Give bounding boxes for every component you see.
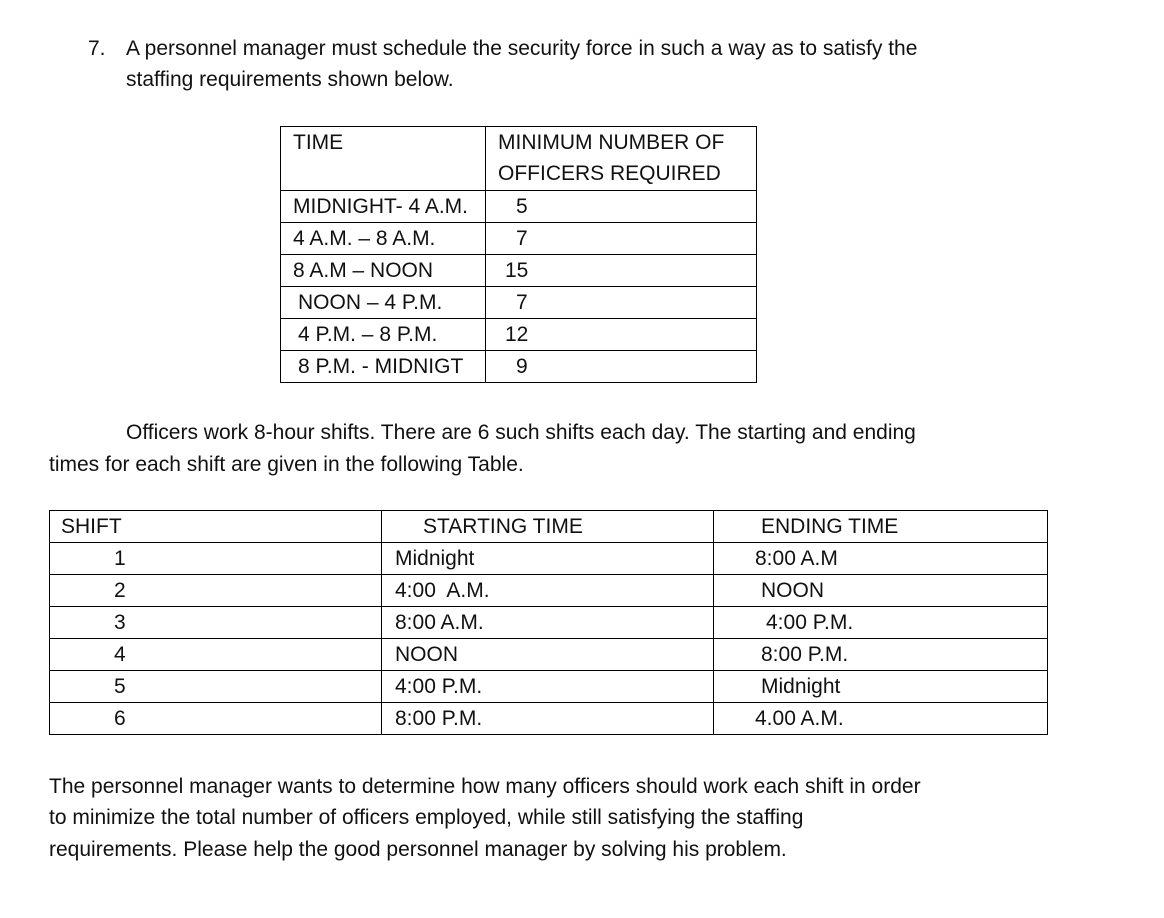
shift-start: 4:00 P.M. (395, 675, 483, 698)
time-period: 8 A.M – NOON (293, 259, 434, 282)
question-intro-line2: staffing requirements shown below. (126, 68, 454, 91)
shift-end: 4:00 P.M. (766, 611, 854, 634)
time-period: MIDNIGHT- 4 A.M. (293, 195, 469, 218)
middle-paragraph-line2: times for each shift are given in the following Table. (49, 453, 524, 476)
shift-end: NOON (761, 579, 824, 602)
table-row (50, 543, 1048, 575)
table-row (281, 223, 757, 255)
header-starting-time: STARTING TIME (423, 515, 583, 538)
shift-end: 4.00 A.M. (755, 707, 844, 730)
time-period: 8 P.M. - MIDNIGT (298, 355, 464, 378)
time-period: NOON – 4 P.M. (298, 291, 443, 314)
table-row (50, 703, 1048, 735)
shift-end: 8:00 A.M (755, 547, 838, 570)
shift-start: Midnight (395, 547, 475, 570)
shift-start: 8:00 A.M. (395, 611, 484, 634)
table-row (50, 575, 1048, 607)
header-officers-line2: OFFICERS REQUIRED (498, 162, 721, 185)
shift-start: NOON (395, 643, 458, 666)
time-period: 4 P.M. – 8 P.M. (298, 323, 438, 346)
shift-number: 5 (114, 675, 126, 698)
question-number: 7. (88, 37, 106, 60)
requirements-header-row (281, 127, 757, 191)
shift-start: 8:00 P.M. (395, 707, 483, 730)
shift-start: 4:00 A.M. (395, 579, 490, 602)
table-row (281, 255, 757, 287)
closing-paragraph-line2: to minimize the total number of officers employed, while still satisfying the staffing (49, 806, 804, 829)
header-officers-line1: MINIMUM NUMBER OF (498, 131, 725, 154)
shift-number: 3 (114, 611, 126, 634)
officers-required: 15 (505, 259, 529, 282)
header-ending-time: ENDING TIME (761, 515, 899, 538)
officers-required: 9 (516, 355, 528, 378)
time-period: 4 A.M. – 8 A.M. (293, 227, 436, 250)
officers-required: 12 (505, 323, 529, 346)
header-time: TIME (293, 131, 344, 154)
header-officers-cell (486, 127, 757, 191)
shift-number: 6 (114, 707, 126, 730)
header-shift: SHIFT (61, 515, 122, 538)
table-row (50, 671, 1048, 703)
question-intro-line1: A personnel manager must schedule the security force in such a way as to satisfy the (126, 37, 918, 60)
middle-paragraph-line1: Officers work 8-hour shifts. There are 6 such shifts each day. The starting and ending (126, 421, 916, 444)
table-row (281, 351, 757, 383)
shift-end: 8:00 P.M. (761, 643, 849, 666)
shift-end: Midnight (761, 675, 841, 698)
closing-paragraph-line1: The personnel manager wants to determine how many officers should work each shift in order (49, 775, 921, 798)
requirements-table (280, 126, 757, 383)
shift-number: 1 (114, 547, 126, 570)
closing-paragraph-line3: requirements. Please help the good personnel manager by solving his problem. (49, 838, 787, 861)
shifts-table (49, 510, 1048, 735)
table-row (281, 319, 757, 351)
table-row (50, 639, 1048, 671)
officers-required: 5 (516, 195, 528, 218)
shifts-header-row (50, 511, 1048, 543)
header-time-cell (281, 127, 486, 191)
shift-number: 2 (114, 579, 126, 602)
officers-required: 7 (516, 291, 528, 314)
officers-required: 7 (516, 227, 528, 250)
table-row (50, 607, 1048, 639)
table-row (281, 191, 757, 223)
table-row (281, 287, 757, 319)
shift-number: 4 (114, 643, 126, 666)
